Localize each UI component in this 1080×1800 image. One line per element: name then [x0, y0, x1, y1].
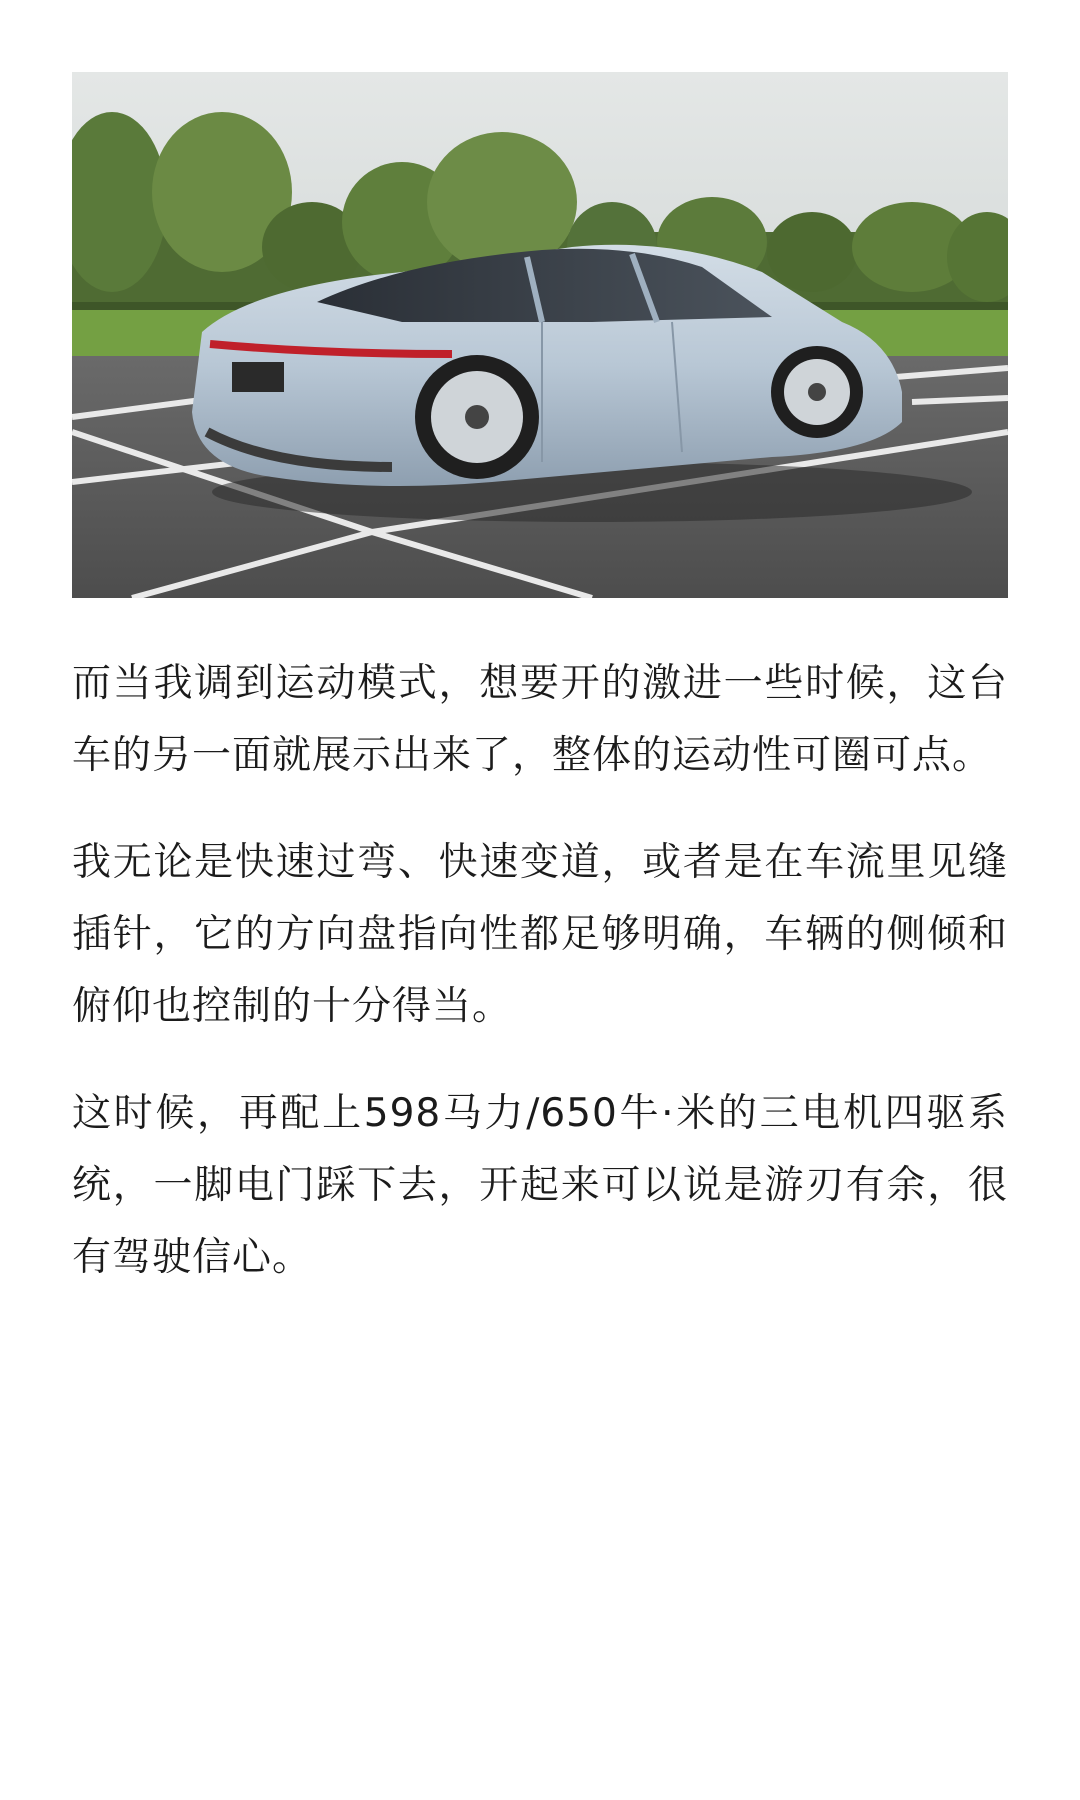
- car-illustration: [72, 72, 1008, 598]
- rear-wheel: [415, 355, 539, 479]
- paragraph-powertrain: 这时候，再配上598马力/650牛·米的三电机四驱系统，一脚电门踩下去，开起来可以说是游刃有余，很有驾驶信心。: [72, 1091, 1008, 1280]
- article-body: [72, 648, 1008, 1329]
- paragraph-handling: 我无论是快速过弯、快速变道，或者是在车流里见缝插针，它的方向盘指向性都足够明确，车辆的侧倾和俯仰也控制的十分得当。: [72, 840, 1008, 1029]
- front-wheel: [771, 346, 863, 438]
- paragraph-sport-mode: 而当我调到运动模式，想要开的激进一些时候，这台车的另一面就展示出来了，整体的运动性可圈可点。: [72, 661, 1008, 778]
- car-photo: [72, 72, 1008, 598]
